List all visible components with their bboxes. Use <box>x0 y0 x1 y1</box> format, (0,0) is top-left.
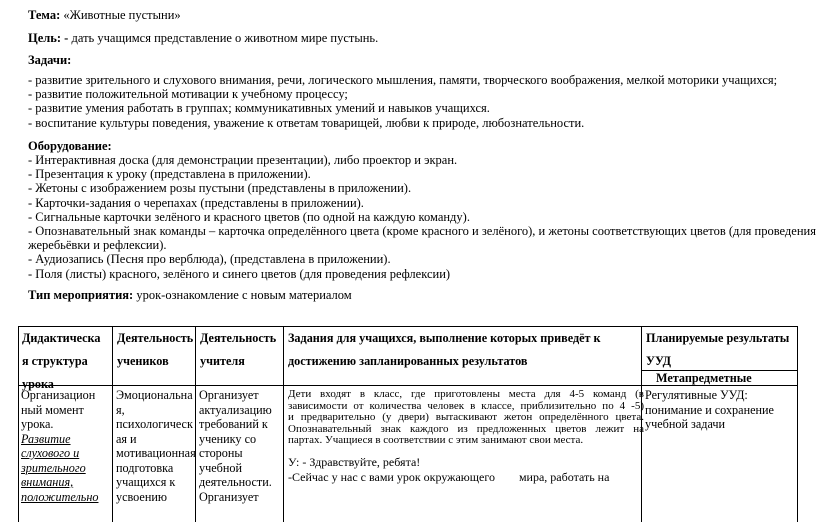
equipment-item: жеребьёвки и рефлексии). <box>28 238 167 253</box>
cell-tasks <box>284 387 648 487</box>
header-line: УУД <box>646 354 672 368</box>
cell-line: учащихся к <box>116 475 176 489</box>
cell-structure <box>18 387 118 505</box>
table-header-border <box>18 385 798 386</box>
cell-line: психологическ <box>116 417 193 431</box>
cell-teacher-activity <box>196 387 289 505</box>
cell-line: Организует <box>199 388 259 402</box>
topic-label: Тема: <box>28 8 61 22</box>
goal-label: Цель: - <box>28 31 69 45</box>
equipment-item: - Карточки-задания о черепахах (представлены в приложении). <box>28 195 364 210</box>
task-item: - развитие умения работать в группах; коммуникативных умений и навыков учащихся. <box>28 101 490 116</box>
cell-line: понимание и сохранение <box>645 402 774 417</box>
header-line: Деятельность <box>200 331 277 345</box>
cell-line: Опознавательный знак каждого из предложенных цветов лежит на <box>288 422 644 435</box>
cell-student-activity <box>113 387 201 505</box>
cell-planned-results <box>642 387 804 433</box>
cell-line: Организацион <box>21 388 96 402</box>
tasks-list <box>28 73 777 130</box>
equipment-item: - Интерактивная доска (для демонстрации презентации), либо проектор и экран. <box>28 153 458 167</box>
equipment-item: - Аудиозапись (Песня про верблюда), (представлена в приложении). <box>28 252 391 267</box>
cell-line: ный момент <box>21 402 84 417</box>
lesson-table <box>18 326 798 522</box>
task-item: - развитие положительной мотивации к учебному процессу; <box>28 87 348 102</box>
cell-line: партах. Учащиеся в соответствии с этим занимают свои места. <box>288 434 584 446</box>
cell-line: Регулятивные УУД: <box>645 388 748 402</box>
header-line: учеников <box>117 354 169 368</box>
equipment-item: - Поля (листы) красного, зелёного и синего цветов (для проведения рефлексии) <box>28 266 451 281</box>
cell-line: актуализацию <box>199 402 272 417</box>
cell-line: Развитие <box>21 431 71 446</box>
greeting-line: У: - Здравствуйте, ребята! <box>288 454 421 469</box>
header-tasks <box>284 326 648 373</box>
cell-line: зависимости от количества человек в классе, приблизительно по 4 -5) <box>288 399 644 412</box>
topic-line <box>28 8 181 22</box>
cell-line: стороны <box>199 446 243 460</box>
equipment-item: - Сигнальные карточки зелёного и красного цветов (по одной на каждую команду). <box>28 209 470 224</box>
tasks-label: Задачи: <box>28 53 72 67</box>
cell-line: ученику со <box>199 431 257 446</box>
cell-line: требований к <box>199 417 268 431</box>
cell-line: зрительного <box>21 460 86 475</box>
equipment-item: - Жетоны с изображением розы пустыни (представлены в приложении). <box>28 181 412 196</box>
header-line: урока <box>22 377 54 391</box>
header-line: учителя <box>200 354 245 368</box>
event-type-line <box>28 288 352 302</box>
header-line: Задания для учащихся, выполнение которых приведёт к <box>288 331 601 345</box>
event-type-value: урок-ознакомление с новым материалом <box>133 288 352 302</box>
equipment-item: - Опознавательный знак команды – карточка определённого цвета (кроме красного и зелёного), и жетоны соответствующих цветов (для проведения <box>28 224 816 239</box>
cell-line: Организует <box>199 489 259 504</box>
cell-line: внимания, <box>21 475 74 489</box>
header-line: я структура <box>22 354 88 368</box>
task-item: - воспитание культуры поведения, уважение к ответам товарищей, любви к природе, любознательности. <box>28 115 585 130</box>
header-teacher-activity <box>196 326 291 373</box>
cell-line: учебной задачи <box>645 417 726 431</box>
equipment-item: - Презентация к уроку (представлена в приложении). <box>28 167 311 182</box>
header-line: Деятельность <box>117 331 194 345</box>
header-didactic-structure <box>18 326 120 396</box>
equipment-label: Оборудование: <box>28 139 112 153</box>
header-metasubject: Метапредметные <box>656 371 752 385</box>
cell-line: урока. <box>21 417 54 431</box>
cell-line: положительно <box>21 489 99 504</box>
cell-line: мотивационная <box>116 446 196 460</box>
lesson-intro-line: -Сейчас у нас с вами урок окружающего мира, работать на <box>288 469 610 484</box>
equipment-list <box>28 153 816 281</box>
header-line: Дидактическа <box>22 331 101 345</box>
task-item: - развитие зрительного и слухового внимания, речи, логического мышления, памяти, творческого воображения, мелкой моторики учащихся; <box>28 73 778 87</box>
header-line: Планируемые результаты <box>646 331 790 345</box>
cell-line: Эмоциональна <box>116 388 193 402</box>
cell-line: Дети входят в класс, где приготовлены места для 4-5 команд (в <box>288 388 644 400</box>
header-student-activity <box>113 326 203 373</box>
goal-line <box>28 31 378 45</box>
header-line: достижению запланированных результатов <box>288 354 528 368</box>
cell-line: деятельности. <box>199 475 272 489</box>
cell-line: усвоению <box>116 489 167 504</box>
cell-line: слухового и <box>21 446 80 460</box>
cell-line: я, <box>116 402 125 417</box>
cell-line: учебной <box>199 460 242 475</box>
cell-line: и предварительно (у двери) вытаскивают жетон определённого цвета. <box>288 411 644 423</box>
event-type-label: Тип мероприятия: <box>28 288 134 302</box>
header-planned-results <box>642 326 806 373</box>
goal-value: дать учащимся представление о животном мире пустынь. <box>68 31 379 45</box>
cell-line: ая и <box>116 431 137 446</box>
cell-line: подготовка <box>116 460 174 475</box>
topic-value: «Животные пустыни» <box>60 8 181 22</box>
